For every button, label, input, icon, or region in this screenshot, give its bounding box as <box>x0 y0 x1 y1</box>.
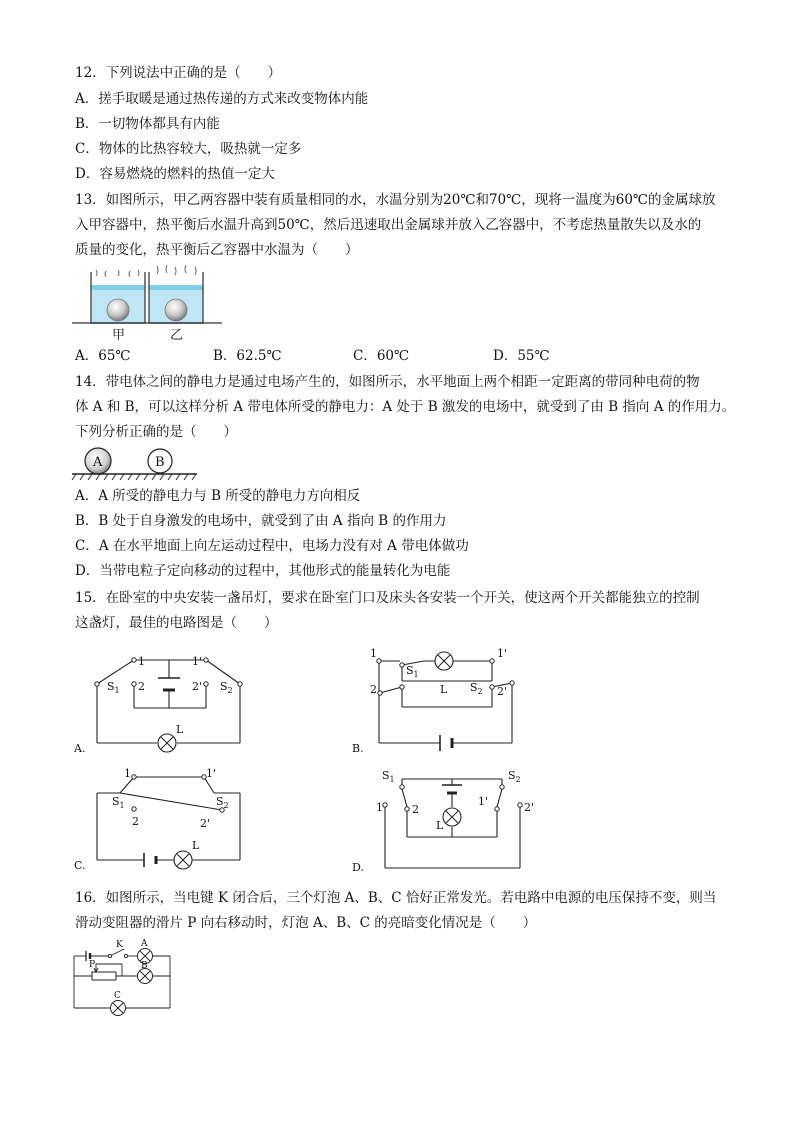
q15-circuit-a <box>72 648 252 758</box>
svg-text:S1: $S_1$ <box>112 795 125 810</box>
q12-option-d: D．容易燃烧的燃料的热值一定大 <box>75 166 275 182</box>
label-k: K <box>116 940 123 950</box>
label-jia: 甲 <box>112 328 126 343</box>
svg-text:S1: $S_1$ <box>107 680 120 695</box>
svg-text:1': 1' <box>478 795 489 808</box>
svg-text:L: L <box>192 839 200 852</box>
svg-text:S1: $S_1$ <box>382 769 395 784</box>
svg-text:1': 1' <box>497 647 508 660</box>
svg-text:1: 1 <box>370 647 377 660</box>
label-a: A <box>93 455 103 470</box>
svg-text:2': 2' <box>497 685 508 698</box>
label-p: P <box>89 960 96 970</box>
q16-stem-line-1: 16．如图所示，当电键 K 闭合后，三个灯泡 A、B、C 恰好正常发光。若电路中电源的电压保持不变，则当 <box>75 890 717 906</box>
svg-text:L: L <box>176 723 184 736</box>
q14-option-c: C．A 在水平地面上向左运动过程中，电场力没有对 A 带电体做功 <box>75 538 469 554</box>
q14-figure <box>72 446 202 482</box>
q14-option-a: A．A 所受的静电力与 B 所受的静电力方向相反 <box>75 488 361 504</box>
q13-option-c: C．60℃ <box>353 348 410 364</box>
label-lamp-c: C <box>114 991 121 1001</box>
q14-option-d: D．当带电粒子定向移动的过程中，其他形式的能量转化为电能 <box>75 563 451 579</box>
svg-text:S2: $S_2$ <box>216 795 229 810</box>
steam-icon <box>96 265 196 277</box>
q16-stem-line-2: 滑动变阻器的滑片 P 向右移动时，灯泡 A、B、C 的亮暗变化情况是（ ） <box>75 915 537 931</box>
q14-stem-line-2: 体 A 和 B，可以这样分析 A 带电体所受的静电力：A 处于 B 激发的电场中，就受到了由 B 指向 A 的作用力。 <box>75 399 736 415</box>
svg-text:1': 1' <box>206 767 217 780</box>
lamp-icon <box>443 808 461 826</box>
svg-text:2: 2 <box>132 815 139 828</box>
q15-stem-line-1: 15．在卧室的中央安装一盏吊灯，要求在卧室门口及床头各安装一个开关，使这两个开关都能独立的控制 <box>75 590 700 606</box>
q13-figure <box>72 262 222 342</box>
q13-option-d: D．55℃ <box>493 348 550 364</box>
metal-ball-jia <box>107 299 129 321</box>
metal-ball-yi <box>165 299 187 321</box>
svg-text:2': 2' <box>200 817 211 830</box>
circuit-d-label: D. <box>352 861 364 874</box>
svg-text:2: 2 <box>370 683 377 696</box>
svg-text:2': 2' <box>524 801 535 814</box>
q15-stem-line-2: 这盏灯，最佳的电路图是（ ） <box>75 615 278 631</box>
q12-stem: 12．下列说法中正确的是（ ） <box>75 65 282 81</box>
circuit-c-label: C. <box>74 859 86 872</box>
q12-option-a: A．搓手取暖是通过热传递的方式来改变物体内能 <box>75 91 369 107</box>
lamp-icon <box>174 851 192 869</box>
q14-stem-line-1: 14．带电体之间的静电力是通过电场产生的，如图所示，水平地面上两个相距一定距离的带同种电荷的物 <box>75 374 700 390</box>
q13-stem-line-1: 13．如图所示，甲乙两容器中装有质量相同的水，水温分别为20℃和70℃，现将一温度为60℃的金属球放 <box>75 192 716 208</box>
svg-text:2: 2 <box>138 680 145 693</box>
svg-text:2': 2' <box>192 680 203 693</box>
q14-option-b: B．B 处于自身激发的电场中，就受到了由 A 指向 B 的作用力 <box>75 513 447 529</box>
q14-stem-line-3: 下列分析正确的是（ ） <box>75 424 237 440</box>
svg-text:1: 1 <box>124 767 131 780</box>
q13-stem-line-2: 入甲容器中，热平衡后水温升高到50℃，然后迅速取出金属球并放入乙容器中，不考虑热量散失以及水的 <box>75 217 702 233</box>
q12-option-c: C．物体的比热容较大，吸热就一定多 <box>75 141 302 157</box>
q13-options <box>75 344 725 364</box>
svg-text:S2: $S_2$ <box>508 769 521 784</box>
q16-figure <box>70 936 180 1018</box>
svg-text:2: 2 <box>412 803 419 816</box>
lamp-c-icon <box>111 1001 126 1016</box>
lamp-icon <box>424 652 464 670</box>
label-lamp-b: B <box>141 961 148 971</box>
label-yi: 乙 <box>170 328 184 343</box>
circuit-a-label: A. <box>74 742 86 755</box>
q13-stem-line-3: 质量的变化，热平衡后乙容器中水温为（ ） <box>75 242 359 258</box>
svg-text:S2: $S_2$ <box>220 680 233 695</box>
label-lamp-a: A <box>141 939 148 949</box>
svg-text:1: 1 <box>376 801 383 814</box>
svg-text:L: L <box>436 819 444 832</box>
q12-option-b: B．一切物体都具有内能 <box>75 116 220 132</box>
ground-hatch <box>72 474 196 480</box>
q15-circuit-d <box>352 765 535 875</box>
circuit-b-label: B. <box>352 742 364 755</box>
svg-text:S1: $S_1$ <box>406 664 419 679</box>
q15-circuit-c <box>72 765 252 875</box>
svg-text:S2: $S_2$ <box>470 681 483 696</box>
svg-text:L: L <box>440 683 448 696</box>
q13-option-a: A．65℃ <box>75 348 131 364</box>
q15-circuit-b <box>352 643 532 753</box>
svg-text:1: 1 <box>138 655 145 668</box>
svg-text:1': 1' <box>192 655 203 668</box>
lamp-icon <box>158 734 176 752</box>
q13-option-b: B．62.5℃ <box>213 348 282 364</box>
label-b: B <box>155 455 165 470</box>
